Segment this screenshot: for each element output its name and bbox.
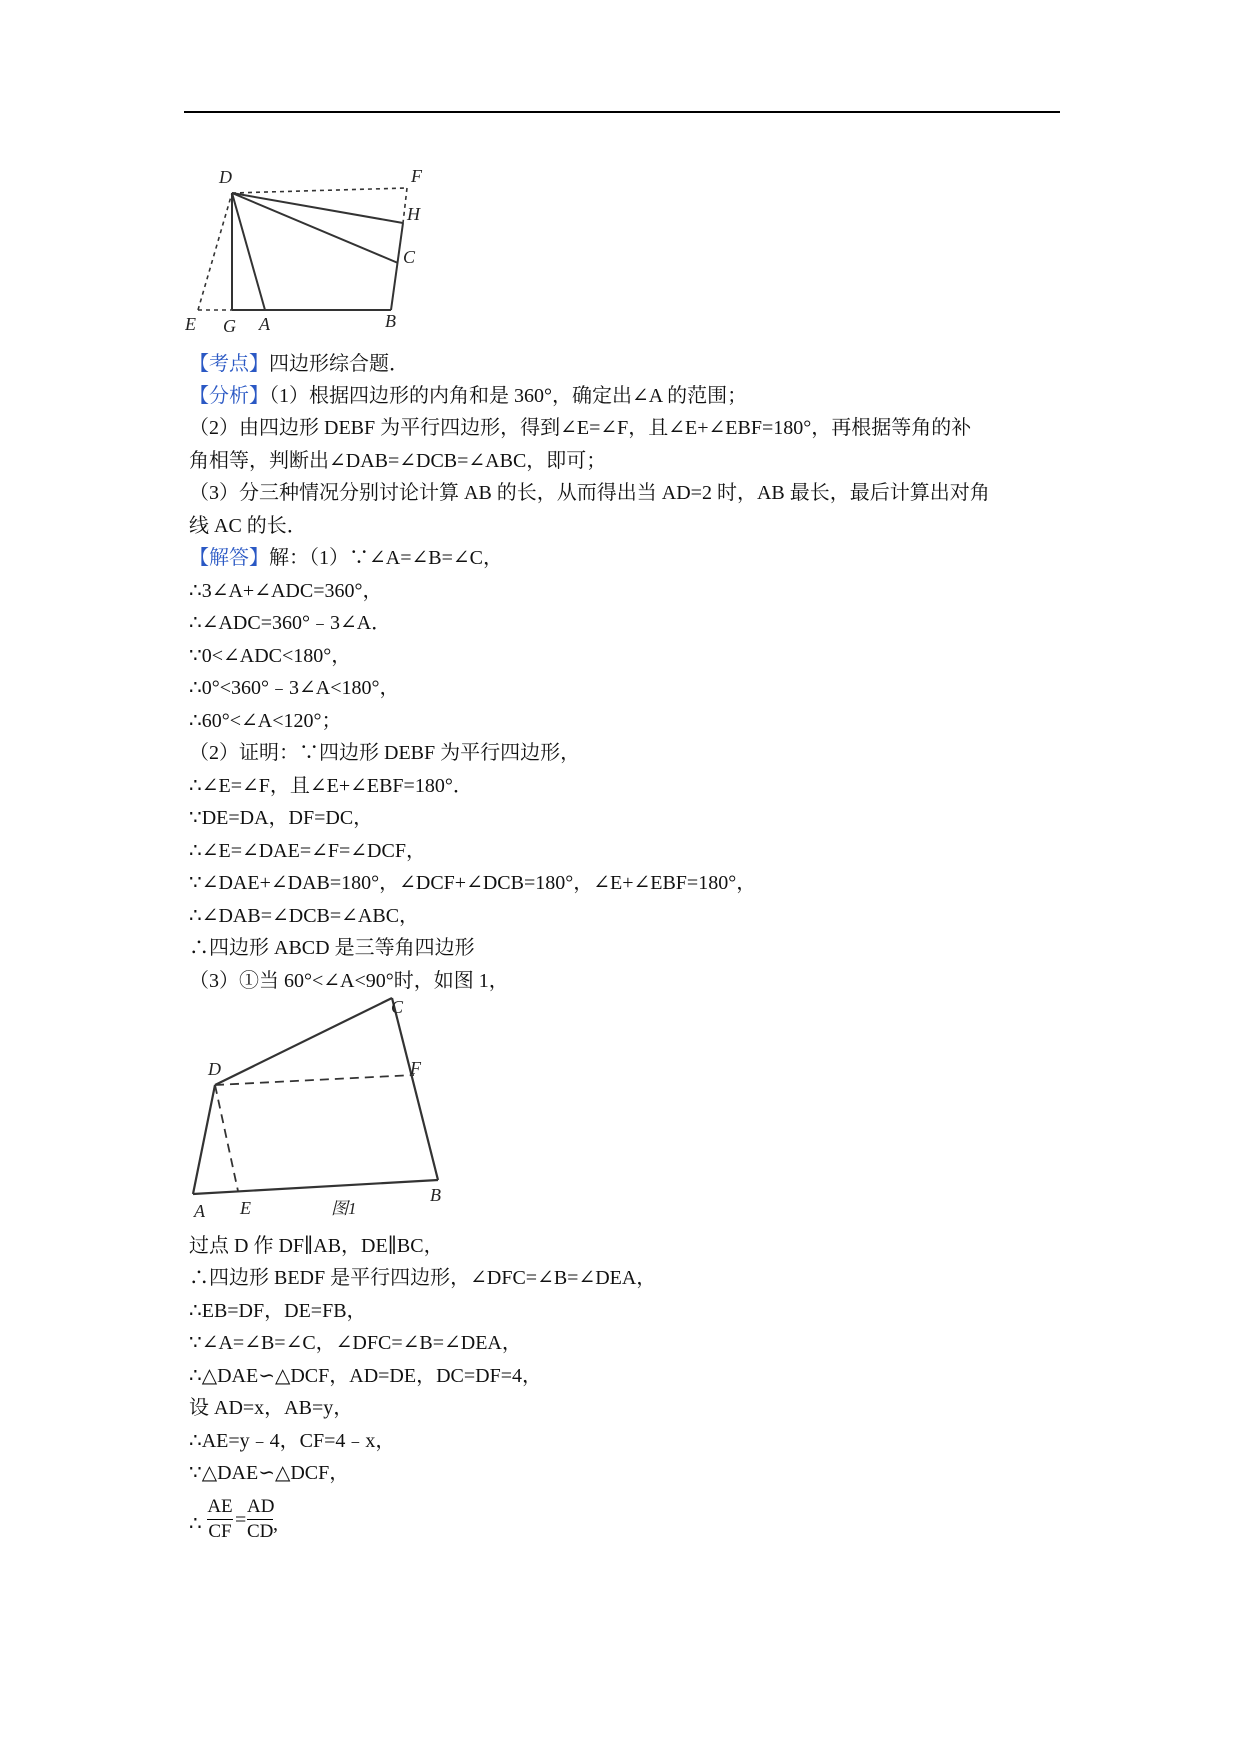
jieda-text: 解：（1）∵∠A=∠B=∠C， — [269, 547, 503, 569]
figure-quadrilateral-2 — [185, 995, 445, 1220]
jieda-tag: 【解答】 — [189, 547, 269, 569]
fraction-left-numerator: AE — [207, 1496, 233, 1520]
text-line: （2）由四边形 DEBF 为平行四边形，得到∠E=∠F，且∠E+∠EBF=180°，再根据等角的补 — [189, 417, 972, 439]
fraction-left-denominator: CF — [208, 1521, 232, 1542]
dash-ED — [198, 193, 232, 310]
figure-caption: 图1 — [331, 1199, 357, 1218]
label-G: G — [223, 316, 236, 335]
dash-DF — [232, 188, 407, 193]
text-line: ∴四边形 ABCD 是三等角四边形 — [189, 937, 475, 959]
label-D: D — [219, 167, 232, 187]
text-line: （2）证明：∵四边形 DEBF 为平行四边形， — [189, 742, 581, 764]
text-line: ∴60°<∠A<120°； — [189, 710, 342, 732]
kaodian-line — [189, 352, 409, 376]
figure-quadrilateral-1 — [185, 160, 435, 335]
label-F: F — [411, 166, 422, 186]
text-line: ∵∠DAE+∠DAB=180°，∠DCF+∠DCB=180°，∠E+∠EBF=180°， — [189, 872, 757, 894]
label-D: D — [208, 1059, 221, 1079]
seg-AB — [193, 1180, 438, 1194]
fenxi-text: （1）根据四边形的内角和是 360°，确定出∠A 的范围； — [269, 385, 748, 407]
seg-DC — [232, 193, 398, 263]
text-line: ∵0<∠ADC<180°， — [189, 645, 352, 667]
text-line: （3）①当 60°<∠A<90°时，如图 1， — [189, 970, 509, 992]
text-line: ∴△DAE∽△DCF，AD=DE，DC=DF=4， — [189, 1365, 542, 1387]
dash-DF — [215, 1075, 414, 1085]
fenxi-tag: 【分析】 — [189, 385, 269, 407]
kaodian-tag: 【考点】 — [189, 353, 269, 375]
text-line: ∴AE=y﹣4，CF=4﹣x， — [189, 1430, 396, 1452]
text-line: ∵DE=DA，DF=DC， — [189, 807, 374, 829]
text-line: 设 AD=x，AB=y， — [189, 1397, 354, 1419]
label-C: C — [391, 997, 404, 1017]
text-line: ∵△DAE∽△DCF， — [189, 1462, 350, 1484]
jieda-line — [189, 546, 503, 570]
text-line: ∵∠A=∠B=∠C，∠DFC=∠B=∠DEA， — [189, 1332, 522, 1354]
label-C: C — [403, 247, 416, 267]
seg-DA — [232, 193, 265, 310]
therefore-symbol: ∴ — [189, 1513, 202, 1535]
text-line: 过点 D 作 DF∥AB，DE∥BC， — [189, 1235, 444, 1257]
text-line: 角相等，判断出∠DAB=∠DCB=∠ABC，即可； — [189, 450, 607, 472]
text-line: （3）分三种情况分别讨论计算 AB 的长，从而得出当 AD=2 时，AB 最长，最后计算出对角 — [189, 482, 990, 504]
fenxi-line — [189, 384, 747, 408]
label-B: B — [430, 1185, 441, 1205]
seg-BC — [392, 998, 438, 1180]
kaodian-text: 四边形综合题． — [269, 353, 409, 375]
label-E: E — [185, 314, 196, 334]
label-A: A — [194, 1201, 205, 1220]
comma: , — [273, 1513, 278, 1535]
text-line: ∴EB=DF，DE=FB， — [189, 1300, 367, 1322]
text-line: ∴3∠A+∠ADC=360°， — [189, 580, 383, 602]
label-H: H — [407, 204, 420, 224]
label-B: B — [385, 311, 396, 331]
fraction-right — [247, 1496, 273, 1543]
dash-DE — [215, 1085, 238, 1191]
label-F: F — [410, 1058, 421, 1078]
seg-DA — [193, 1085, 215, 1194]
text-line: 线 AC 的长． — [189, 515, 307, 537]
equals-sign: = — [235, 1509, 247, 1531]
text-line: ∴∠E=∠F，且∠E+∠EBF=180°． — [189, 775, 473, 797]
seg-DH — [232, 193, 403, 223]
seg-CD — [215, 998, 392, 1085]
text-line: ∴∠DAB=∠DCB=∠ABC， — [189, 905, 420, 927]
fraction-left — [207, 1496, 233, 1543]
header-rule — [184, 111, 1060, 113]
text-line: ∴0°<360°﹣3∠A<180°， — [189, 677, 400, 699]
seg-HB — [391, 223, 403, 310]
text-line: ∴∠E=∠DAE=∠F=∠DCF， — [189, 840, 426, 862]
text-line: ∴∠ADC=360°﹣3∠A． — [189, 612, 392, 634]
fraction-right-denominator: CD — [247, 1521, 274, 1542]
fraction-right-numerator: AD — [247, 1496, 273, 1520]
label-E: E — [240, 1198, 251, 1218]
text-line: ∴四边形 BEDF 是平行四边形，∠DFC=∠B=∠DEA， — [189, 1267, 657, 1289]
label-A: A — [259, 314, 270, 334]
